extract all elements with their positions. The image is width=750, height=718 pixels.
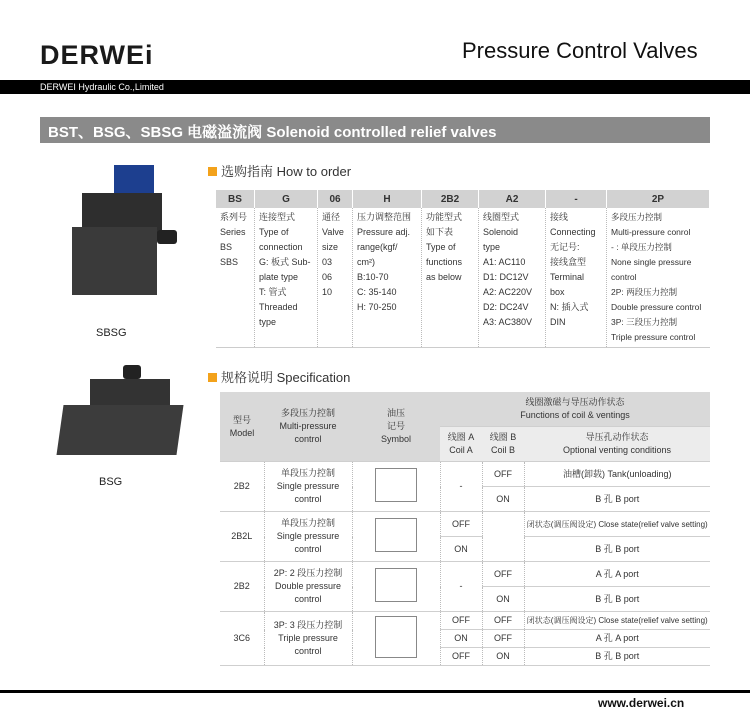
- coil-a-cell: OFF: [440, 612, 482, 630]
- pilot-state-cell: A 孔 A port: [524, 562, 710, 587]
- order-col-connection: 连接型式 Type of connection G: 板式 Sub- plate type T: 管式 Threaded type: [255, 208, 318, 348]
- how-to-order-cn: 选购指南: [221, 164, 274, 179]
- company-bar: [0, 80, 750, 94]
- coil-b-cell: OFF: [482, 562, 524, 587]
- bullet-square-icon: [208, 167, 217, 176]
- coil-b-cell: OFF: [482, 630, 524, 648]
- code-connecting: -: [546, 190, 607, 208]
- header-multi: 多段压力控制 Multi-pressure control: [264, 392, 352, 462]
- header-coil-b: 线圈 B Coil B: [482, 427, 524, 462]
- spec-title-cn: 规格说明: [221, 370, 274, 385]
- footer-rule: [0, 690, 750, 693]
- pilot-state-cell: 闭状态(调压阀设定) Close state(relief valve setting): [524, 612, 710, 630]
- coil-b-cell: [482, 512, 524, 562]
- pilot-state-cell: B 孔 B port: [524, 487, 710, 512]
- model-cell: 2B2: [220, 562, 264, 612]
- website-url[interactable]: www.derwei.cn: [598, 696, 685, 710]
- coil-a-cell: ON: [440, 537, 482, 562]
- header-symbol: 油压 记号 Symbol: [352, 392, 440, 462]
- model-cell: 2B2L: [220, 512, 264, 562]
- header-model: 型号 Model: [220, 392, 264, 462]
- bsg-valve-image: [55, 365, 195, 460]
- hydraulic-symbol-icon: [352, 512, 440, 562]
- specification-heading: [208, 367, 350, 386]
- bullet-square-icon: [208, 373, 217, 382]
- order-col-connecting: 接线 Connecting 无记号: 接线盒型 Terminal box N: 插入式 DIN: [546, 208, 607, 348]
- specification-table: [220, 392, 710, 666]
- table-row: [220, 462, 710, 487]
- code-solenoid: A2: [479, 190, 546, 208]
- code-multi: 2P: [607, 190, 710, 208]
- pilot-state-cell: 油槽(卸载) Tank(unloading): [524, 462, 710, 487]
- code-function: 2B2: [422, 190, 479, 208]
- company-logo: DERWEi: [40, 40, 154, 70]
- coil-a-cell: -: [440, 562, 482, 612]
- code-series: BS: [216, 190, 255, 208]
- pilot-state-cell: 闭状态(调压阀设定) Close state(relief valve setting): [524, 512, 710, 537]
- hydraulic-symbol-icon: [352, 462, 440, 512]
- pilot-state-cell: B 孔 B port: [524, 648, 710, 666]
- multi-cell: 单段压力控制 Single pressure control: [264, 512, 352, 562]
- pilot-state-cell: B 孔 B port: [524, 537, 710, 562]
- order-col-pressure: 压力调整范围 Pressure adj. range(kgf/ cm²) B:10-70 C: 35-140 H: 70-250: [353, 208, 422, 348]
- order-col-size: 通径 Valve size 03 06 10: [318, 208, 353, 348]
- header-pilot: 导压孔动作状态 Optional venting conditions: [524, 427, 710, 462]
- model-cell: 2B2: [220, 462, 264, 512]
- how-to-order-table: [216, 190, 710, 348]
- header-functions: 线圈激磁与导压动作状态 Functions of coil & ventings: [440, 392, 710, 427]
- coil-b-cell: ON: [482, 487, 524, 512]
- code-connection: G: [255, 190, 318, 208]
- code-size: 06: [318, 190, 353, 208]
- spec-title-en: Specification: [276, 370, 351, 385]
- table-row: [220, 562, 710, 587]
- order-col-solenoid: 线圈型式 Solenoid type A1: AC110 D1: DC12V A2: AC220V D2: DC24V A3: AC380V: [479, 208, 546, 348]
- table-row: [220, 612, 710, 630]
- sbsg-valve-image: [62, 165, 182, 295]
- code-pressure: H: [353, 190, 422, 208]
- order-col-multi: 多段压力控制 Multi-pressure conrol - : 单段压力控制 None single pressure control 2P: 两段压力控制 Double pressure control 3P: 三段压力控制 Triple pressure control: [607, 208, 710, 348]
- coil-b-cell: OFF: [482, 612, 524, 630]
- how-to-order-en: How to order: [276, 164, 352, 179]
- hydraulic-symbol-icon: [352, 612, 440, 666]
- multi-cell: 2P: 2 段压力控制 Double pressure control: [264, 562, 352, 612]
- sbsg-label: SBSG: [96, 327, 127, 339]
- section-title: BST、BSG、SBSG 电磁溢流阀 Solenoid controlled relief valves: [48, 124, 497, 141]
- section-title-bar: [40, 117, 710, 143]
- company-name: DERWEI Hydraulic Co.,Limited: [40, 82, 164, 92]
- table-row: [220, 512, 710, 537]
- multi-cell: 3P: 3 段压力控制 Triple pressure control: [264, 612, 352, 666]
- multi-cell: 单段压力控制 Single pressure control: [264, 462, 352, 512]
- coil-a-cell: -: [440, 462, 482, 512]
- coil-b-cell: OFF: [482, 462, 524, 487]
- order-col-function: 功能型式 如下表 Type of functions as below: [422, 208, 479, 348]
- header-coil-a: 线圈 A Coil A: [440, 427, 482, 462]
- coil-a-cell: OFF: [440, 648, 482, 666]
- pilot-state-cell: B 孔 B port: [524, 587, 710, 612]
- model-cell: 3C6: [220, 612, 264, 666]
- hydraulic-symbol-icon: [352, 562, 440, 612]
- coil-b-cell: ON: [482, 648, 524, 666]
- bsg-label: BSG: [99, 476, 123, 488]
- coil-a-cell: ON: [440, 630, 482, 648]
- coil-b-cell: ON: [482, 587, 524, 612]
- pilot-state-cell: A 孔 A port: [524, 630, 710, 648]
- how-to-order-heading: [208, 161, 351, 180]
- page-title: Pressure Control Valves: [462, 38, 698, 63]
- coil-a-cell: OFF: [440, 512, 482, 537]
- order-col-series: 系列号 Series BS SBS: [216, 208, 255, 348]
